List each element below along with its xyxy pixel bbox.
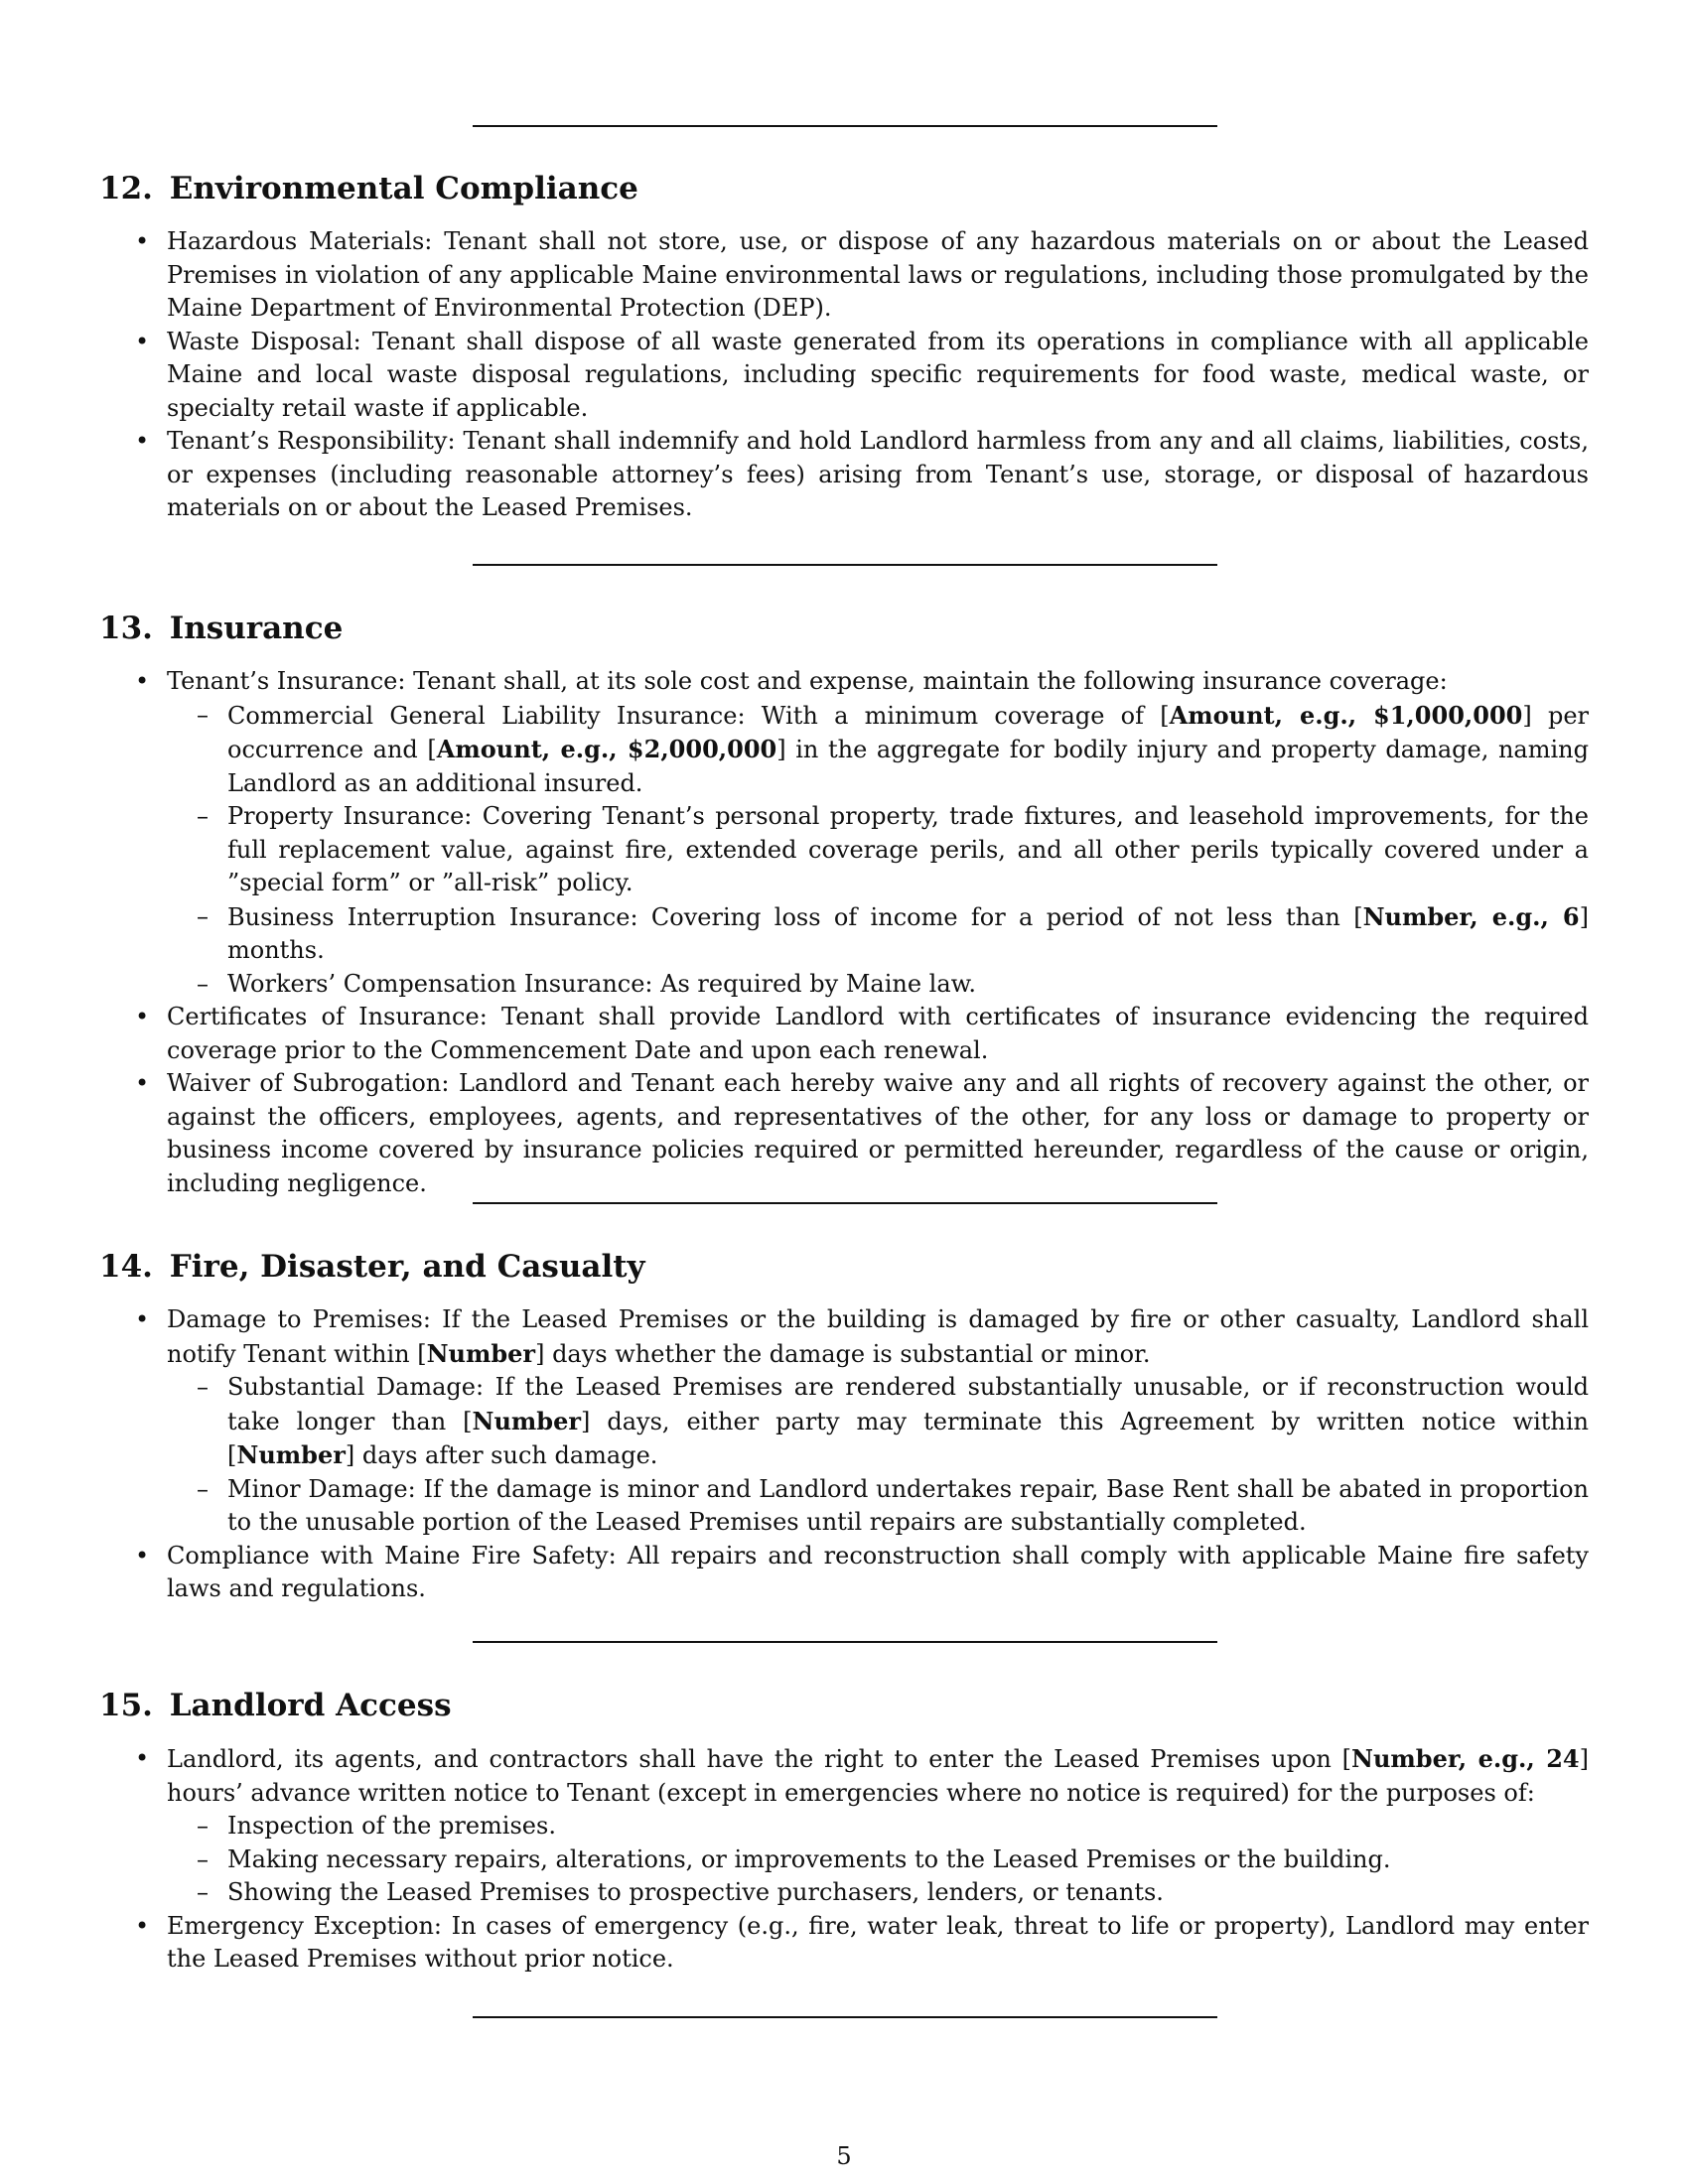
list-item: • Hazardous Materials: Tenant shall not store, use, or dispose of any hazardous materials on or about the Leased Premises in violation of any applicable Maine environmental laws or regulations, including those promulgated by the Maine Department of Environmental Protection (DEP).: [99, 225, 1589, 326]
section-12: [99, 171, 1589, 525]
sub-list-item: – Commercial General Liability Insurance: With a minimum coverage of [Amount, e.g., $1,000,000] per occurrence and [Amount, e.g., $2,000,000] in the aggregate for bodily injury and property damage, naming Landlord as an additional insured.: [167, 699, 1589, 801]
section-heading: 14. Fire, Disaster, and Casualty: [99, 1249, 645, 1285]
sub-list-item: – Property Insurance: Covering Tenant’s personal property, trade fixtures, and leasehold improvements, for the full replacement value, against fire, extended coverage perils, and all other perils typically covered under a ”special form” or ”all-risk” policy.: [167, 800, 1589, 900]
section-15: [99, 1688, 1589, 1977]
bullet-list: [99, 665, 1589, 1200]
section-heading: 15. Landlord Access: [99, 1688, 452, 1723]
section-14: [99, 1249, 1589, 1606]
list-item: • Waste Disposal: Tenant shall dispose of all waste generated from its operations in compliance with all applicable Maine and local waste disposal regulations, including specific requirements for food waste, medical waste, or specialty retail waste if applicable.: [99, 326, 1589, 426]
list-item: • Landlord, its agents, and contractors shall have the right to enter the Leased Premises upon [Number, e.g., 24] hours’ advance written notice to Tenant (except in emergencies where no notice is required) for the purposes of: – Inspection of the premises. – Making necessary repairs, alterations, or improvements to the Leased Premises or the building. – Showing the Leased Premises to prospective purchasers, lenders, or tenants.: [99, 1742, 1589, 1910]
bullet-list: [99, 225, 1589, 525]
page-number: 5: [836, 2142, 852, 2170]
sub-list: [167, 699, 1589, 1002]
section-13: [99, 611, 1589, 1200]
list-item: • Compliance with Maine Fire Safety: All repairs and reconstruction shall comply with applicable Maine fire safety laws and regulations.: [99, 1540, 1589, 1606]
sub-list-item: – Inspection of the premises.: [167, 1810, 1589, 1843]
section-heading: 12. Environmental Compliance: [99, 171, 638, 206]
section-heading: 13. Insurance: [99, 611, 344, 646]
section-divider: [473, 1202, 1217, 1204]
sub-list-item: – Minor Damage: If the damage is minor and Landlord undertakes repair, Base Rent shall be abated in proportion to the unusable portion of the Leased Premises until repairs are substantially completed.: [167, 1473, 1589, 1540]
sub-list-item: – Business Interruption Insurance: Covering loss of income for a period of not less than [Number, e.g., 6] months.: [167, 900, 1589, 968]
list-item: • Tenant’s Insurance: Tenant shall, at its sole cost and expense, maintain the following insurance coverage: – Commercial General Liability Insurance: With a minimum coverage of [Amount, e.g., $1,000,000] per occurrence and [Amount, e.g., $2,000,000] in the aggregate for bodily injury and property damage, naming Landlord as an additional insured. – Property Insurance: Covering Tenant’s personal property, trade fixtures, and leasehold improvements, for the full replacement value, against fire, extended coverage perils, and all other perils typically covered under a ”special form” or ”all-risk” policy. – Business Interruption Insurance: Covering loss of income for a period of not less than [Number, e.g., 6] months. – Workers’ Compensation Insurance: As required by Maine law.: [99, 665, 1589, 1001]
sub-list: [167, 1371, 1589, 1540]
bullet-list: [99, 1742, 1589, 1977]
sub-list-item: – Making necessary repairs, alterations, or improvements to the Leased Premises or the building.: [167, 1843, 1589, 1877]
sub-list-item: – Showing the Leased Premises to prospective purchasers, lenders, or tenants.: [167, 1876, 1589, 1910]
section-divider: [473, 1641, 1217, 1643]
section-divider: [473, 564, 1217, 566]
sub-list-item: – Workers’ Compensation Insurance: As required by Maine law.: [167, 968, 1589, 1002]
list-item: • Waiver of Subrogation: Landlord and Tenant each hereby waive any and all rights of recovery against the other, or against the officers, employees, agents, and representatives of the other, for any loss or damage to property or business income covered by insurance policies required or permitted hereunder, regardless of the cause or origin, including negligence.: [99, 1067, 1589, 1200]
list-item: • Damage to Premises: If the Leased Premises or the building is damaged by fire or other casualty, Landlord shall notify Tenant within [Number] days whether the damage is substantial or minor. – Substantial Damage: If the Leased Premises are rendered substantially unusable, or if reconstruction would take longer than [Number] days, either party may terminate this Agreement by written notice within [Number] days after such damage. – Minor Damage: If the damage is minor and Landlord undertakes repair, Base Rent shall be abated in proportion to the unusable portion of the Leased Premises until repairs are substantially completed.: [99, 1303, 1589, 1540]
sub-list-item: – Substantial Damage: If the Leased Premises are rendered substantially unusable, or if reconstruction would take longer than [Number] days, either party may terminate this Agreement by written notice within [Number] days after such damage.: [167, 1371, 1589, 1473]
sub-list: [167, 1810, 1589, 1910]
bullet-list: [99, 1303, 1589, 1606]
section-divider: [473, 125, 1217, 127]
list-item: • Emergency Exception: In cases of emergency (e.g., fire, water leak, threat to life or property), Landlord may enter the Leased Premises without prior notice.: [99, 1910, 1589, 1977]
list-item: • Certificates of Insurance: Tenant shall provide Landlord with certificates of insurance evidencing the required coverage prior to the Commencement Date and upon each renewal.: [99, 1001, 1589, 1067]
section-divider: [473, 2016, 1217, 2018]
list-item: • Tenant’s Responsibility: Tenant shall indemnify and hold Landlord harmless from any and all claims, liabilities, costs, or expenses (including reasonable attorney’s fees) arising from Tenant’s use, storage, or disposal of hazardous materials on or about the Leased Premises.: [99, 425, 1589, 525]
